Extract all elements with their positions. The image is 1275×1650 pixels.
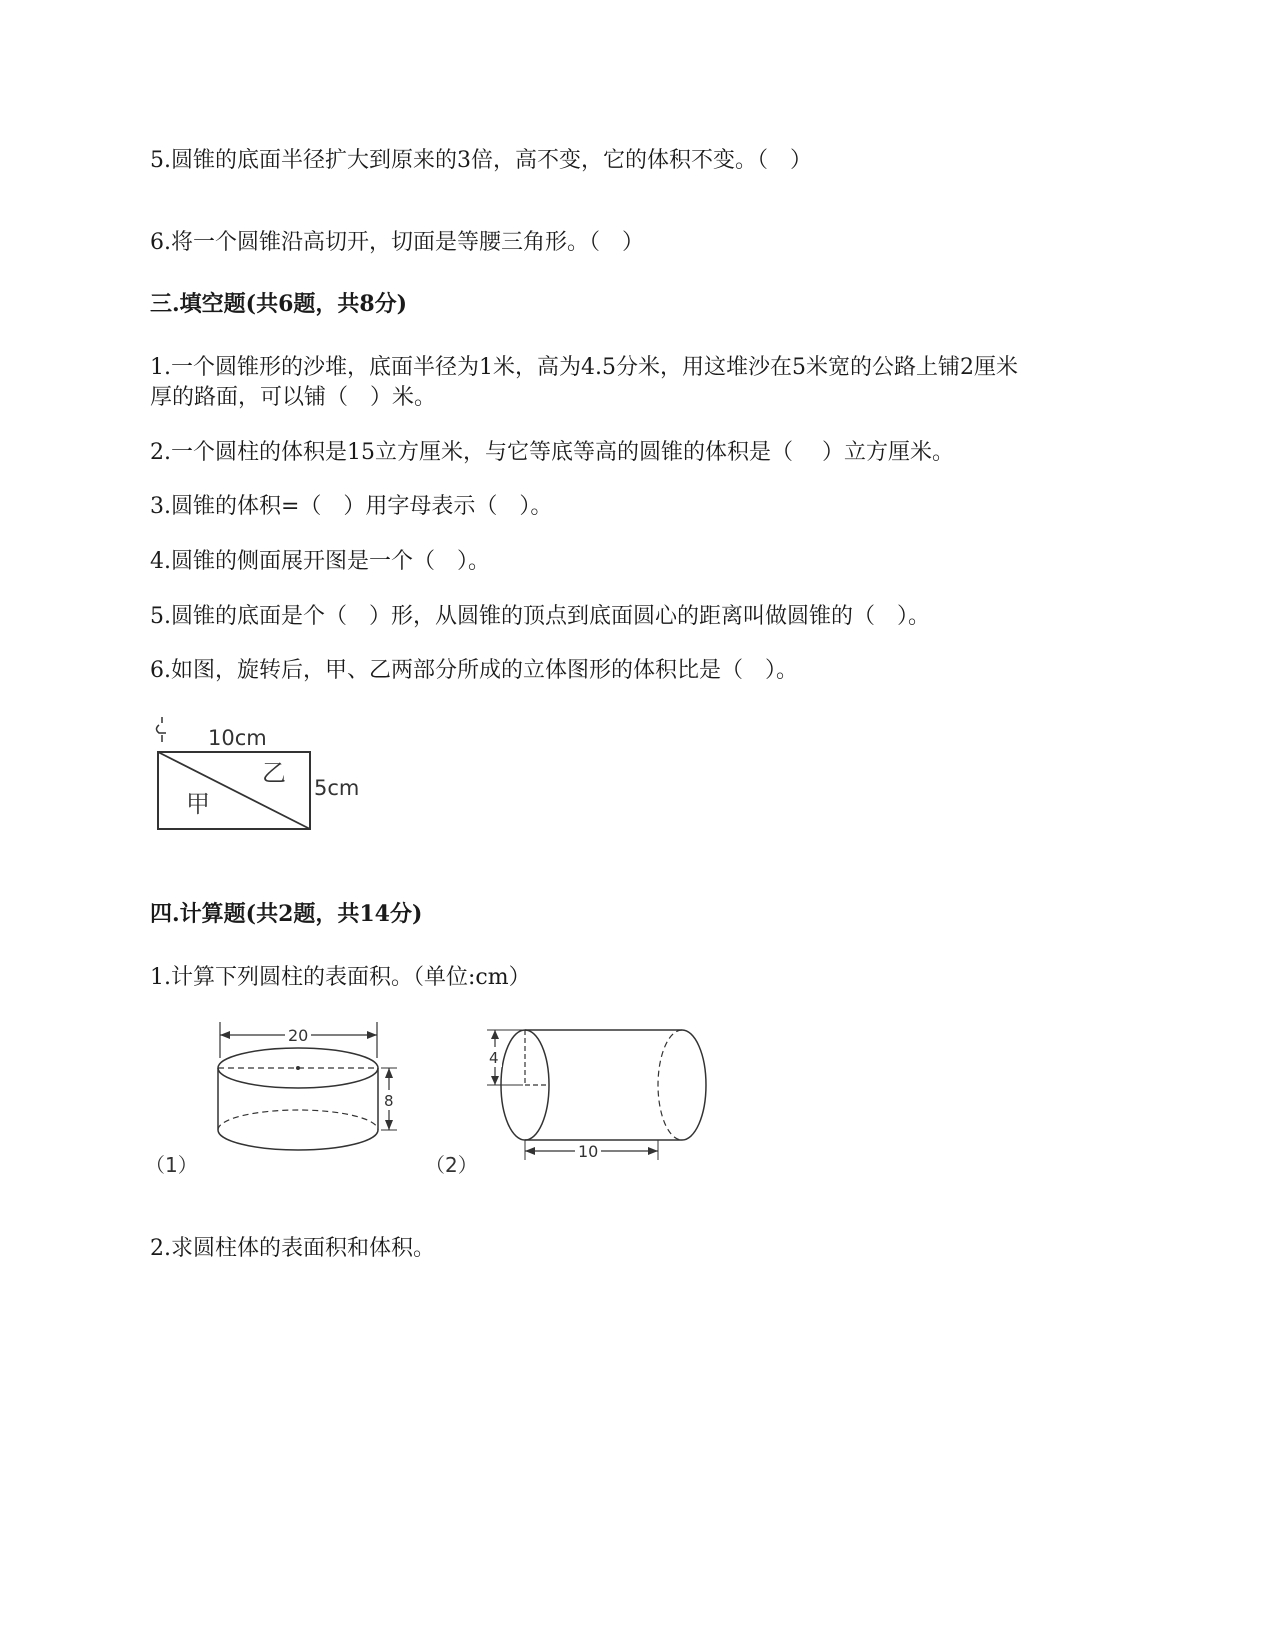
- cylinder-figure-1: [145, 1020, 415, 1184]
- part-b-label: 乙: [262, 759, 286, 787]
- height-label: 8: [384, 1092, 394, 1110]
- right-ellipse-back: [658, 1030, 682, 1140]
- height-label: 5cm: [314, 776, 360, 800]
- fill-question-6: 6.如图，旋转后，甲、乙两部分所成的立体图形的体积比是（ ）。: [150, 658, 798, 683]
- radius-label: 4: [489, 1049, 499, 1067]
- bottom-ellipse-back: [218, 1110, 378, 1130]
- judge-question-6: 6.将一个圆锥沿高切开，切面是等腰三角形。（ ）: [150, 230, 644, 255]
- bottom-ellipse-front: [218, 1130, 378, 1150]
- right-ellipse-front: [682, 1030, 706, 1140]
- length-label: 10: [578, 1142, 599, 1161]
- fill-question-3: 3.圆锥的体积=（ ）用字母表示（ ）。: [150, 494, 553, 519]
- width-label: 10cm: [208, 726, 267, 750]
- rotation-axis-mark: [157, 717, 167, 742]
- fill-question-1-line-2: 厚的路面，可以铺（ ）米。: [150, 385, 437, 410]
- section-4-heading: 四.计算题(共2题，共14分): [150, 901, 423, 927]
- figure-2-label: （2）: [425, 1153, 478, 1177]
- figure-1-label: （1）: [145, 1153, 198, 1177]
- section-3-heading: 三.填空题(共6题，共8分): [150, 291, 408, 317]
- fill-question-5: 5.圆锥的底面是个（ ）形，从圆锥的顶点到底面圆心的距离叫做圆锥的（ ）。: [150, 604, 930, 629]
- part-a-label: 甲: [186, 790, 210, 818]
- judge-question-5: 5.圆锥的底面半径扩大到原来的3倍，高不变，它的体积不变。（ ）: [150, 148, 812, 173]
- fill-question-2: 2.一个圆柱的体积是15立方厘米，与它等底等高的圆锥的体积是（ ）立方厘米。: [150, 440, 954, 465]
- cylinder-figure-2: [425, 1025, 725, 1189]
- fill-question-4: 4.圆锥的侧面展开图是一个（ ）。: [150, 549, 490, 574]
- calc-question-1: 1.计算下列圆柱的表面积。（单位:cm）: [150, 965, 531, 990]
- rectangle-rotation-figure: [150, 715, 380, 844]
- rectangle-diagonal: [158, 752, 310, 829]
- calc-question-2: 2.求圆柱体的表面积和体积。: [150, 1236, 435, 1261]
- fill-question-1-line-1: 1.一个圆锥形的沙堆，底面半径为1米，高为4.5分米，用这堆沙在5米宽的公路上铺2厘米: [150, 355, 1018, 380]
- diameter-label: 20: [288, 1026, 309, 1045]
